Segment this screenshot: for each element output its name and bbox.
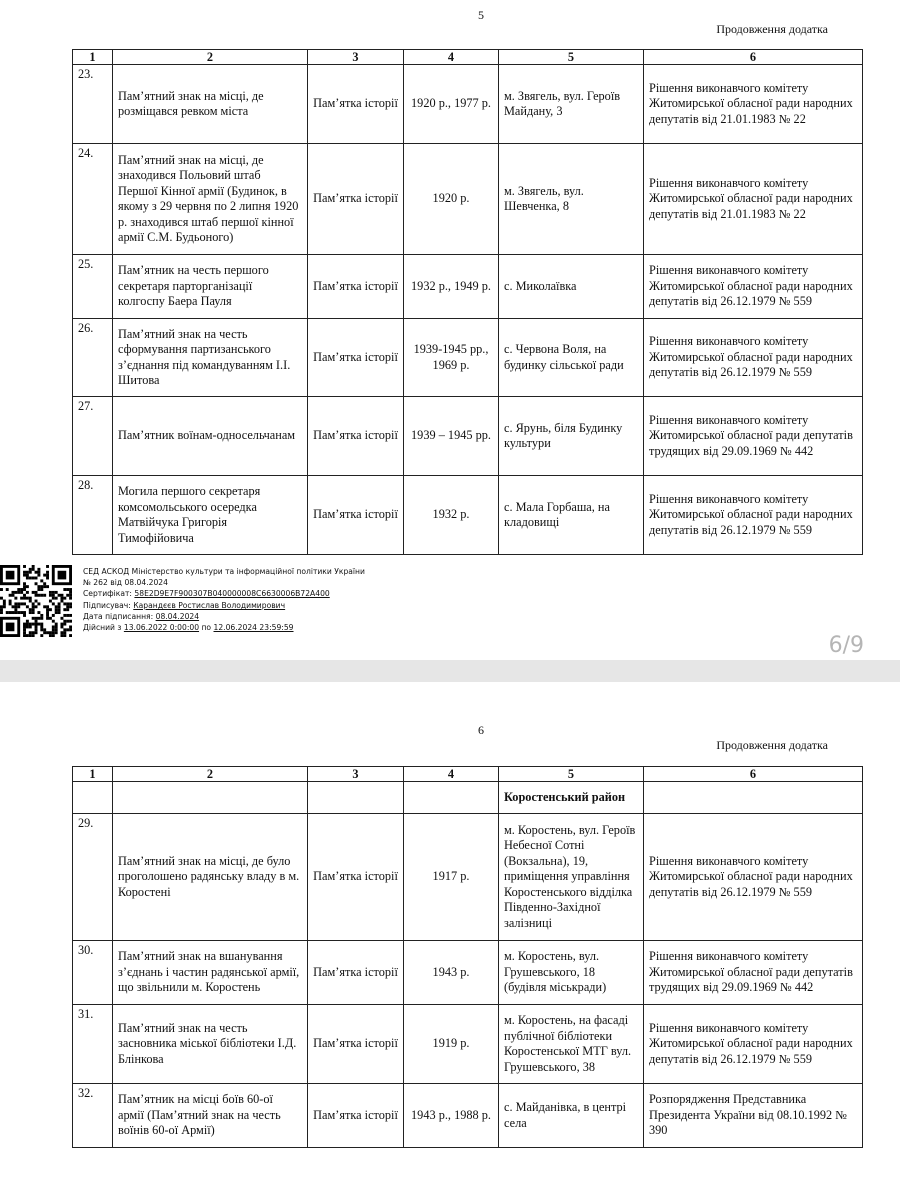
- legal-document: Розпорядження Представника Президента України від 08.10.1992 № 390: [644, 1084, 863, 1148]
- column-header: 4: [404, 50, 499, 65]
- legal-document: Рішення виконавчого комітету Житомирської обласної ради народних депутатів від 26.12.1979 № 559: [644, 1005, 863, 1084]
- monuments-table: [72, 49, 863, 555]
- monument-date: 1943 р., 1988 р.: [404, 1084, 499, 1148]
- stamp-date: Дата підписання: 08.04.2024: [83, 611, 200, 621]
- column-header: 2: [113, 50, 308, 65]
- table-header-row: [73, 50, 863, 65]
- monument-name: Пам’ятний знак на місці, де знаходився Польовий штаб Першої Кінної армії (Будинок, в якому з 29 червня по 2 липня 1920 р. знаходився штаб першої кінної армії С.М. Будьоного): [113, 144, 308, 255]
- monument-type: Пам’ятка історії: [308, 1005, 404, 1084]
- legal-document: Рішення виконавчого комітету Житомирської обласної ради народних депутатів від 26.12.1979 № 559: [644, 319, 863, 397]
- stamp-organization: СЕД АСКОД Міністерство культури та інформаційної політики України: [83, 567, 365, 576]
- monuments-table: [72, 766, 863, 1148]
- district-name: Коростенський район: [499, 782, 644, 814]
- table-row: [73, 65, 863, 144]
- monument-name: Пам’ятник воїнам-односельчанам: [113, 397, 308, 476]
- monument-address: с. Миколаївка: [499, 255, 644, 319]
- column-header: 5: [499, 50, 644, 65]
- page-number: 6: [478, 723, 484, 737]
- monument-date: 1919 р.: [404, 1005, 499, 1084]
- qr-code-icon: [0, 565, 72, 637]
- monument-date: 1932 р., 1949 р.: [404, 255, 499, 319]
- legal-document: Рішення виконавчого комітету Житомирської обласної ради народних депутатів від 21.01.1983 № 22: [644, 144, 863, 255]
- table-row: [73, 1005, 863, 1084]
- monument-date: 1920 р.: [404, 144, 499, 255]
- stamp-signer: Підписувач: Карандєєв Ростислав Володимирович: [83, 600, 286, 610]
- monument-date: 1917 р.: [404, 814, 499, 941]
- table-row: [73, 941, 863, 1005]
- table-row: [73, 319, 863, 397]
- continuation-label: Продовження додатка: [716, 738, 828, 752]
- table-row: [73, 814, 863, 941]
- row-number: 29.: [73, 814, 113, 941]
- row-number: 30.: [73, 941, 113, 1005]
- monument-address: с. Ярунь, біля Будинку культури: [499, 397, 644, 476]
- monument-type: Пам’ятка історії: [308, 319, 404, 397]
- monument-address: с. Майданівка, в центрі села: [499, 1084, 644, 1148]
- table-header-row: [73, 767, 863, 782]
- monument-name: Пам’ятний знак на честь засновника міської бібліотеки І.Д. Блінкова: [113, 1005, 308, 1084]
- table-row: [73, 144, 863, 255]
- monument-address: м. Звягель, вул. Шевченка, 8: [499, 144, 644, 255]
- monument-address: м. Коростень, на фасаді публічної бібліотеки Коростенської МТГ вул. Грушевського, 38: [499, 1005, 644, 1084]
- column-header: 3: [308, 767, 404, 782]
- page-indicator: 6/9: [828, 633, 864, 658]
- digital-signature-stamp: [0, 565, 365, 645]
- table-row: [73, 255, 863, 319]
- monument-name: Пам’ятний знак на місці, де було проголошено радянську владу в м. Коростені: [113, 814, 308, 941]
- stamp-certificate: Сертифікат: 58E2D9E7F900307B040000008C6630006B72A400: [83, 589, 330, 599]
- monument-date: 1939-1945 рр., 1969 р.: [404, 319, 499, 397]
- legal-document: Рішення виконавчого комітету Житомирської обласної ради народних депутатів від 26.12.1979 № 559: [644, 476, 863, 555]
- column-header: 6: [644, 50, 863, 65]
- row-number: 27.: [73, 397, 113, 476]
- legal-document: Рішення виконавчого комітету Житомирської обласної ради депутатів трудящих від 29.09.1969 № 442: [644, 941, 863, 1005]
- monument-address: с. Червона Воля, на будинку сільської ради: [499, 319, 644, 397]
- monument-type: Пам’ятка історії: [308, 65, 404, 144]
- monument-address: м. Коростень, вул. Героїв Небесної Сотні (Вокзальна), 19, приміщення управління Коростенського відділка Південно-Західної залізниці: [499, 814, 644, 941]
- monument-date: 1920 р., 1977 р.: [404, 65, 499, 144]
- table-row: [73, 476, 863, 555]
- stamp-registration: № 262 від 08.04.2024: [83, 578, 168, 588]
- monument-type: Пам’ятка історії: [308, 1084, 404, 1148]
- monument-name: Пам’ятник на місці боїв 60-ої армії (Пам’ятний знак на честь воїнів 60-ої Армії): [113, 1084, 308, 1148]
- row-number: 31.: [73, 1005, 113, 1084]
- table-row: [73, 1084, 863, 1148]
- monument-type: Пам’ятка історії: [308, 941, 404, 1005]
- row-number: 28.: [73, 476, 113, 555]
- signature-details: [83, 566, 365, 633]
- monument-name: Пам’ятний знак на місці, де розміщався ревком міста: [113, 65, 308, 144]
- page-separator: [0, 660, 900, 682]
- monument-date: 1939 – 1945 рр.: [404, 397, 499, 476]
- monument-type: Пам’ятка історії: [308, 255, 404, 319]
- monument-name: Могила першого секретаря комсомольського осередка Матвійчука Григорія Тимофійовича: [113, 476, 308, 555]
- monument-name: Пам’ятний знак на честь сформування партизанського з’єднання під командуванням І.І. Шитова: [113, 319, 308, 397]
- column-header: 4: [404, 767, 499, 782]
- column-header: 1: [73, 50, 113, 65]
- row-number: 25.: [73, 255, 113, 319]
- monument-address: м. Звягель, вул. Героїв Майдану, 3: [499, 65, 644, 144]
- row-number: 32.: [73, 1084, 113, 1148]
- continuation-label: Продовження додатка: [716, 22, 828, 36]
- column-header: 6: [644, 767, 863, 782]
- legal-document: Рішення виконавчого комітету Житомирської обласної ради народних депутатів від 21.01.1983 № 22: [644, 65, 863, 144]
- column-header: 3: [308, 50, 404, 65]
- stamp-validity: Дійсний з 13.06.2022 0:00:00 по 12.06.2024 23:59:59: [83, 623, 294, 633]
- monument-date: 1943 р.: [404, 941, 499, 1005]
- monument-type: Пам’ятка історії: [308, 814, 404, 941]
- column-header: 1: [73, 767, 113, 782]
- monument-name: Пам’ятник на честь першого секретаря парторганізації колгоспу Баера Пауля: [113, 255, 308, 319]
- document-page-6: [0, 682, 900, 1177]
- row-number: 26.: [73, 319, 113, 397]
- district-row: [73, 782, 863, 814]
- table-row: [73, 397, 863, 476]
- monument-date: 1932 р.: [404, 476, 499, 555]
- column-header: 2: [113, 767, 308, 782]
- monument-address: м. Коростень, вул. Грушевського, 18 (будівля міськради): [499, 941, 644, 1005]
- monument-type: Пам’ятка історії: [308, 397, 404, 476]
- monument-address: с. Мала Горбаша, на кладовищі: [499, 476, 644, 555]
- row-number: 24.: [73, 144, 113, 255]
- page-number: 5: [478, 8, 484, 22]
- legal-document: Рішення виконавчого комітету Житомирської обласної ради народних депутатів від 26.12.1979 № 559: [644, 814, 863, 941]
- legal-document: Рішення виконавчого комітету Житомирської обласної ради народних депутатів від 26.12.1979 № 559: [644, 255, 863, 319]
- monument-name: Пам’ятний знак на вшанування з’єднань і частин радянської армії, що звільнили м. Коростень: [113, 941, 308, 1005]
- monument-type: Пам’ятка історії: [308, 476, 404, 555]
- legal-document: Рішення виконавчого комітету Житомирської обласної ради депутатів трудящих від 29.09.1969 № 442: [644, 397, 863, 476]
- monument-type: Пам’ятка історії: [308, 144, 404, 255]
- row-number: 23.: [73, 65, 113, 144]
- column-header: 5: [499, 767, 644, 782]
